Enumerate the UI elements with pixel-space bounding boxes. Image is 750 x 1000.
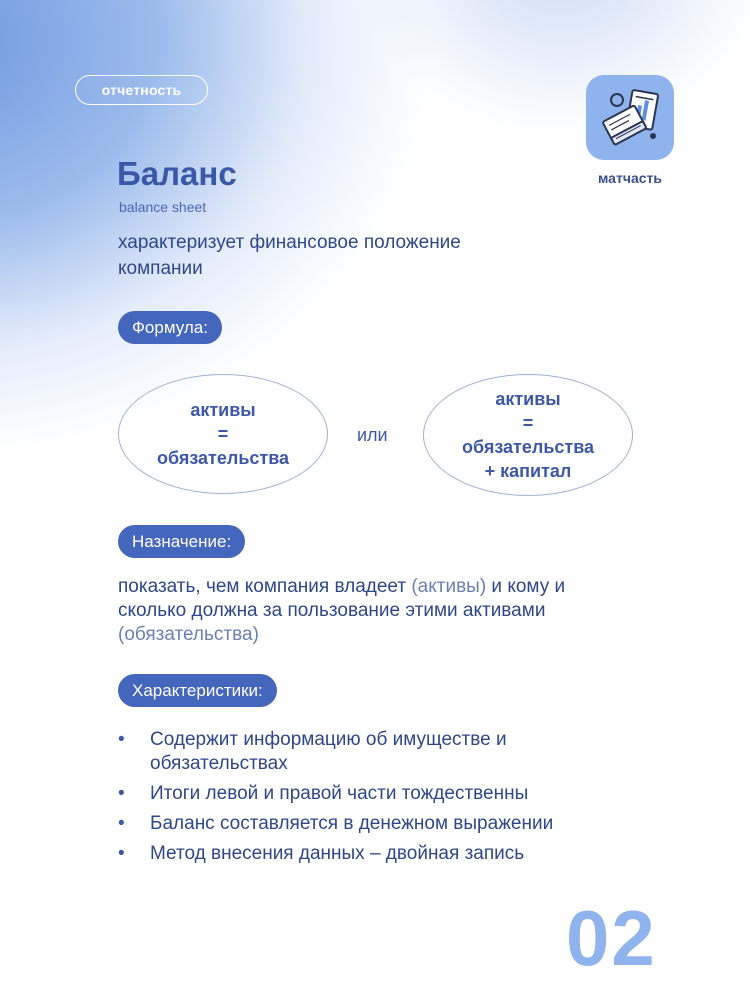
purpose-text-part-1: показать, чем компания владеет xyxy=(118,576,412,597)
book-icon xyxy=(595,86,665,150)
purpose-label: Назначение: xyxy=(118,525,245,558)
purpose-text-part-2: (активы) xyxy=(411,576,487,597)
purpose-text-part-3: и кому и сколько должна за пользование этими активами xyxy=(118,576,566,621)
list-item: • Баланс составляется в денежном выражении xyxy=(118,812,638,836)
characteristics-list xyxy=(118,728,638,872)
purpose-text xyxy=(118,575,638,647)
characteristics-label: Характеристики: xyxy=(118,674,277,707)
formula-right-line-3: обязательства xyxy=(461,437,595,457)
formula-right-line-1: активы xyxy=(495,389,561,409)
formula-left-line-1: активы xyxy=(190,400,256,420)
formula-left-line-3: обязательства xyxy=(156,448,290,468)
formula-left-line-2: = xyxy=(217,424,229,444)
formula-right-line-4: + капитал xyxy=(484,461,572,481)
formula-left-ellipse xyxy=(118,374,328,494)
page-subtitle: balance sheet xyxy=(119,199,207,215)
list-item: • Итоги левой и правой части тождественны xyxy=(118,782,638,806)
purpose-text-part-4: (обязательства) xyxy=(118,624,259,645)
formula-separator: или xyxy=(357,425,388,445)
logo xyxy=(586,75,674,160)
formula-label: Формула: xyxy=(118,311,222,344)
lead-text: характеризует финансовое положение компании xyxy=(118,232,461,279)
list-item: • Содержит информацию об имуществе и обязательствах xyxy=(118,728,538,776)
logo-label: матчасть xyxy=(598,170,662,186)
page-title: Баланс xyxy=(117,155,237,192)
formula-right-line-2: = xyxy=(522,413,534,433)
page-number: 02 xyxy=(566,894,657,982)
list-item: • Метод внесения данных – двойная запись xyxy=(118,842,638,866)
category-tag: отчетность xyxy=(75,75,208,105)
formula-right-ellipse xyxy=(423,374,633,496)
